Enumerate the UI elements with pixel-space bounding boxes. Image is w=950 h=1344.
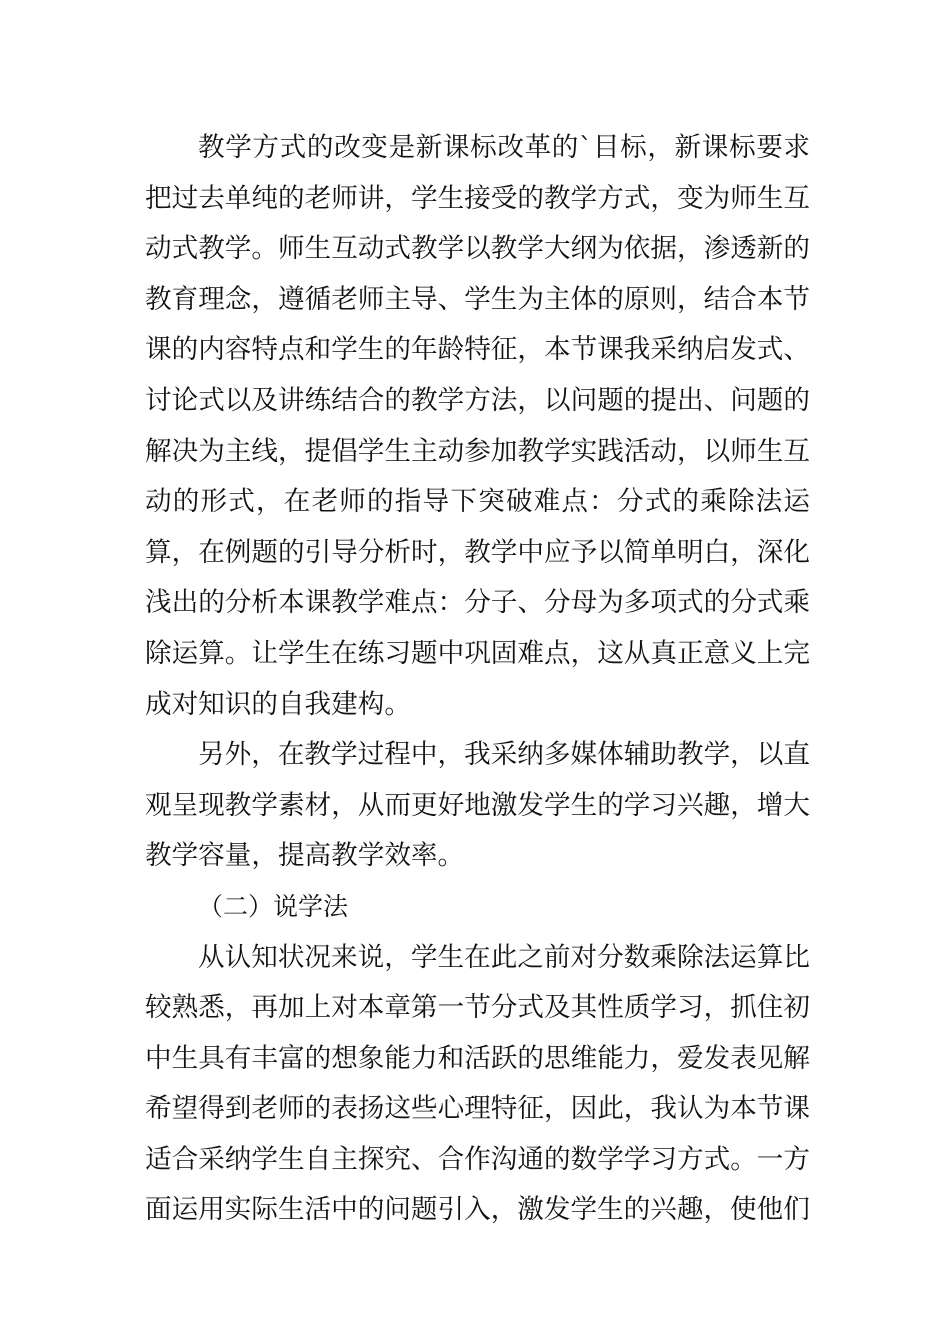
paragraph-multimedia: 另外，在教学过程中，我采纳多媒体辅助教学，以直观呈现教学素材，从而更好地激发学生的学习兴趣，增大教学容量，提高教学效率。 bbox=[145, 739, 810, 872]
section-heading: （二）说学法 bbox=[198, 891, 349, 921]
document-body bbox=[145, 123, 810, 1236]
paragraph-teaching-method: 教学方式的改变是新课标改革的`目标，新课标要求把过去单纯的老师讲，学生接受的教学方式，变为师生互动式教学。师生互动式教学以教学大纲为依据，渗透新的教育理念，遵循老师主导、学生为主体的原则，结合本节课的内容特点和学生的年龄特征，本节课我采纳启发式、讨论式以及讲练结合的教学方法，以问题的提出、问题的解决为主线，提倡学生主动参加教学实践活动，以师生互动的形式，在老师的指导下突破难点：分式的乘除法运算，在例题的引导分析时，教学中应予以简单明白，深化浅出的分析本课教学难点：分子、分母为多项式的分式乘除运算。让学生在练习题中巩固难点，这从真正意义上完成对知识的自我建构。 bbox=[145, 132, 810, 720]
paragraph-learning-method: 从认知状况来说，学生在此之前对分数乘除法运算比较熟悉，再加上对本章第一节分式及其性质学习，抓住初中生具有丰富的想象能力和活跃的思维能力，爱发表见解希望得到老师的表扬这些心理特征，因此，我认为本节课适合采纳学生自主探究、合作沟通的数学学习方式。一方面运用实际生活中的问题引入，激发学生的兴趣，使他们 bbox=[145, 941, 810, 1226]
